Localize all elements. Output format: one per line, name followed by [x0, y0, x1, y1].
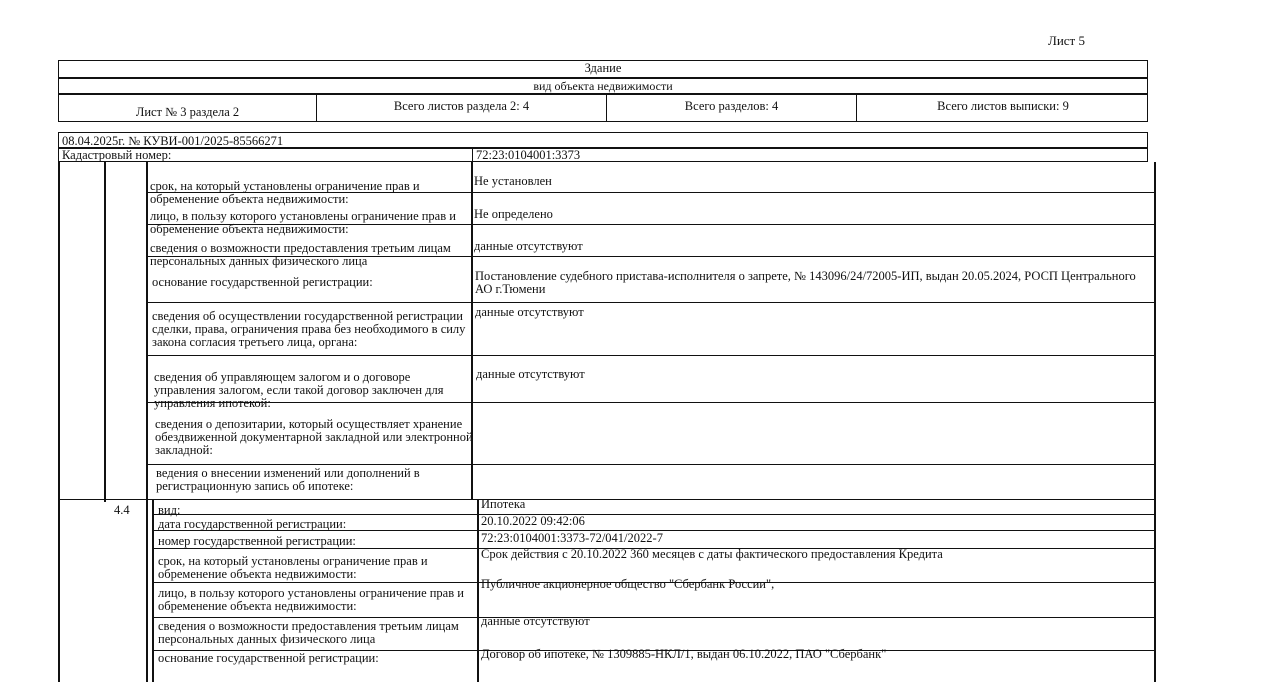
sheet-meta-row	[58, 94, 1148, 122]
request-reference: 08.04.2025г. № КУВИ-001/2025-85566271	[58, 132, 1148, 148]
row-value: Не установлен	[474, 174, 552, 188]
table-left-border	[58, 162, 60, 682]
row-value: данные отсутствуют	[474, 239, 583, 253]
row-value: Публичное акционерное общество "Сбербанк России",	[481, 577, 775, 591]
row-label: основание государственной регистрации:	[158, 651, 379, 665]
row-value: 72:23:0104001:3373-72/041/2022-7	[481, 531, 663, 545]
label-value-divider	[477, 500, 479, 682]
cadastral-label: Кадастровый номер:	[62, 148, 172, 162]
object-type-caption: вид объекта недвижимости	[58, 78, 1148, 94]
row-label: лицо, в пользу которого установлены ограничение прав и обременение объекта недвижимости:	[158, 586, 464, 613]
object-title: Здание	[58, 60, 1148, 78]
sheet-of-section: Лист № 3 раздела 2	[59, 95, 317, 121]
table-rule	[104, 162, 106, 502]
total-sections: Всего разделов: 4	[607, 95, 857, 121]
row-label: вид:	[158, 503, 181, 517]
row-label: номер государственной регистрации:	[158, 534, 356, 548]
encumbrance-table	[58, 162, 1158, 682]
row-label: сведения об осуществлении государственной регистрации сделки, права, ограничения права без необходимого в силу закона согласия третьего лица, органа:	[152, 309, 466, 349]
row-value: Постановление судебного пристава-исполнителя о запрете, № 143096/24/72005-ИП, выдан 20.05.2024, РОСП Центрального АО г.Тюмени	[475, 269, 1136, 296]
row-value: Ипотека	[481, 497, 526, 511]
row-label: сведения об управляющем залогом и о договоре управления залогом, если такой договор заключен для управления ипотекой:	[154, 370, 444, 410]
row-label: ведения о внесении изменений или дополнений в регистрационную запись об ипотеке:	[156, 466, 420, 493]
row-label: лицо, в пользу которого установлены ограничение прав и обременение объекта недвижимости:	[150, 209, 456, 236]
row-value: Не определено	[474, 207, 553, 221]
row-value: Срок действия с 20.10.2022 360 месяцев с даты фактического предоставления Кредита	[481, 547, 943, 561]
row-label: дата государственной регистрации:	[158, 517, 347, 531]
row-rule	[146, 302, 1154, 303]
row-rule	[146, 355, 1154, 356]
cadastral-value: 72:23:0104001:3373	[472, 149, 580, 163]
row-label: сведения о возможности предоставления третьим лицам персональных данных физического лица	[150, 241, 451, 268]
section-number: 4.4	[114, 503, 130, 517]
row-value: данные отсутствуют	[476, 367, 585, 381]
row-label: сведения о депозитарии, который осуществляет хранение обездвиженной документарной закладной или электронной закладной:	[155, 417, 473, 457]
row-value: Договор об ипотеке, № 1309885-НКЛ/1, выдан 06.10.2022, ПАО "Сбербанк"	[481, 647, 887, 661]
row-value: 20.10.2022 09:42:06	[481, 514, 585, 528]
row-value: данные отсутствуют	[475, 305, 584, 319]
row-label: срок, на который установлены ограничение прав и обременение объекта недвижимости:	[158, 554, 428, 581]
sheet-number: Лист 5	[1048, 33, 1085, 48]
row-value: данные отсутствуют	[481, 614, 590, 628]
table-rule	[146, 162, 148, 682]
table-right-border	[1154, 162, 1156, 682]
table-rule	[152, 500, 154, 682]
row-rule	[146, 464, 1154, 465]
total-sheets-extract: Всего листов выписки: 9	[937, 99, 1069, 113]
total-sheets-section: Всего листов раздела 2: 4	[317, 95, 607, 121]
row-label: основание государственной регистрации:	[152, 275, 373, 289]
row-label: сведения о возможности предоставления третьим лицам персональных данных физического лица	[158, 619, 459, 646]
row-label: срок, на который установлены ограничение прав и обременение объекта недвижимости:	[150, 179, 420, 206]
cadastral-row	[58, 148, 1148, 162]
